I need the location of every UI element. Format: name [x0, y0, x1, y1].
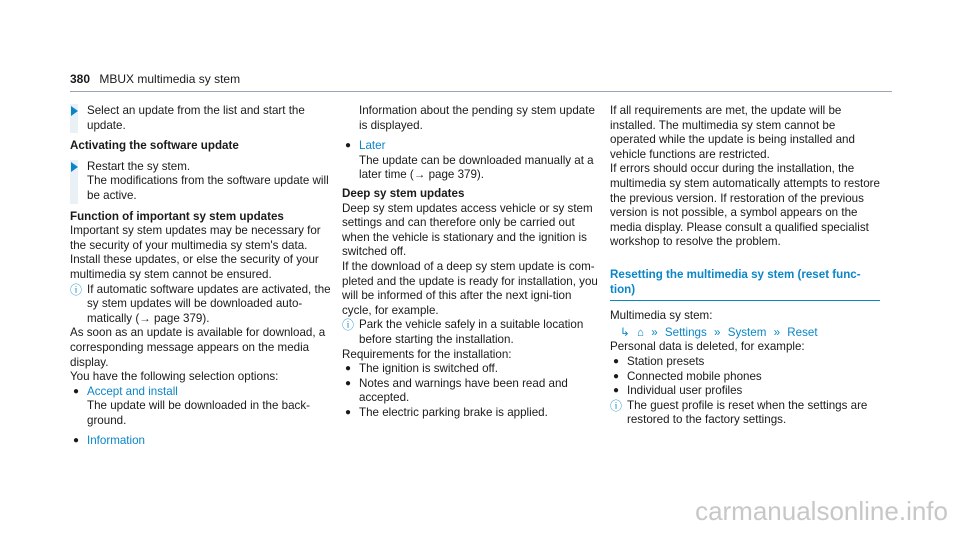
- page-number: 380: [70, 72, 91, 86]
- step-item: Restart the sy stem. The modifications from the software update will be active.: [70, 160, 332, 204]
- heading-deep-updates: Deep sy stem updates: [342, 186, 465, 200]
- paragraph: Multimedia sy stem:: [610, 309, 713, 323]
- step-item: Select an update from the list and start the update.: [70, 104, 332, 133]
- column-1: [70, 104, 332, 449]
- list-item: ● Station presets: [613, 354, 705, 368]
- paragraph: Requirements for the installation:: [342, 347, 512, 361]
- list-item: ● The ignition is switched off.: [345, 362, 498, 376]
- option-information: Information: [87, 434, 145, 448]
- bullet-icon: ●: [73, 435, 80, 447]
- return-arrow-icon: ↳: [620, 325, 630, 339]
- bullet-icon: ●: [613, 355, 620, 367]
- option-accept-install: Accept and install: [87, 384, 178, 398]
- paragraph: Deep sy stem updates access vehicle or sy stem settings and can therefore only be carried out when the vehicle is stationary and the ignition is switched off.: [342, 201, 593, 259]
- info-icon: ⓘ: [70, 282, 83, 297]
- option-later: Later: [359, 139, 386, 153]
- double-chevron-icon: »: [773, 325, 781, 339]
- step-arrow-icon: [71, 106, 78, 116]
- section-divider: [610, 300, 880, 301]
- double-chevron-icon: »: [651, 325, 658, 339]
- info-icon: ⓘ: [610, 398, 623, 413]
- paragraph: If the download of a deep sy stem update is com-pleted and the update is ready for installation, you will be informed of this after the next igni-tion cycle, for example.: [342, 259, 598, 317]
- section-title: Resetting the multimedia sy stem (reset func-tion): [610, 267, 861, 296]
- paragraph: As soon as an update is available for download, a corresponding message appears on the media display.: [70, 326, 326, 369]
- list-item: ● Notes and warnings have been read and accepted.: [345, 376, 568, 405]
- note-item: ⓘ If automatic software updates are activated, the sy stem updates will be downloaded auto-matically (→ page 379).: [70, 282, 331, 325]
- paragraph: You have the following selection options:: [70, 370, 279, 384]
- bullet-icon: ●: [613, 385, 620, 397]
- bullet-icon: ●: [613, 370, 620, 382]
- list-item: ● Individual user profiles: [613, 384, 743, 398]
- page-header: [70, 72, 240, 86]
- column-3: [610, 104, 880, 428]
- info-icon: ⓘ: [342, 318, 355, 333]
- double-chevron-icon: »: [714, 325, 721, 339]
- header-title: MBUX multimedia sy stem: [99, 72, 241, 86]
- paragraph: If errors should occur during the installation, the multimedia sy stem automatically attempts to restore the previous version. If restoration of the previous version is not possible, a symbol appears on the media display. Please consult a qualified specialist workshop to resolve the problem.: [610, 162, 880, 249]
- option-information-desc: Information about the pending sy stem update is displayed.: [359, 104, 595, 132]
- watermark: carmanualsonline.info: [695, 496, 948, 526]
- bullet-icon: ●: [73, 385, 80, 397]
- note-item: ⓘ The guest profile is reset when the settings are restored to the factory settings.: [610, 398, 868, 427]
- heading-activating: Activating the software update: [70, 139, 239, 153]
- list-item: ● Connected mobile phones: [613, 369, 762, 383]
- heading-function: Function of important sy stem updates: [70, 209, 284, 223]
- list-item: ● Accept and install The update will be downloaded in the back-ground.: [70, 385, 332, 429]
- note-item: ⓘ Park the vehicle safely in a suitable location before starting the installation.: [342, 318, 584, 346]
- list-item: ● The electric parking brake is applied.: [345, 405, 548, 419]
- paragraph: If all requirements are met, the update will be installed. The multimedia sy stem cannot be operated while the update is being installed and vehicle functions are restricted.: [610, 104, 855, 161]
- menu-system: System: [727, 325, 767, 339]
- list-item: [70, 434, 332, 449]
- paragraph: Personal data is deleted, for example:: [610, 340, 805, 354]
- home-icon: ⌂: [636, 325, 644, 339]
- bullet-icon: ●: [345, 363, 352, 375]
- column-2: [342, 104, 604, 420]
- menu-reset: Reset: [787, 325, 818, 339]
- list-item: ● Later The update can be downloaded manually at a later time (→ page 379).: [342, 139, 604, 183]
- menu-path: [610, 326, 880, 341]
- paragraph: Important sy stem updates may be necessary for the security of your multimedia sy stem's data. Install these updates, or else the security of your multimedia sy stem cannot be ensured.: [70, 224, 321, 281]
- bullet-icon: ●: [345, 406, 352, 418]
- step-arrow-icon: [71, 162, 78, 172]
- header-divider: [70, 91, 892, 92]
- bullet-icon: ●: [345, 140, 352, 152]
- menu-settings: Settings: [664, 325, 707, 339]
- bullet-icon: ●: [345, 377, 352, 389]
